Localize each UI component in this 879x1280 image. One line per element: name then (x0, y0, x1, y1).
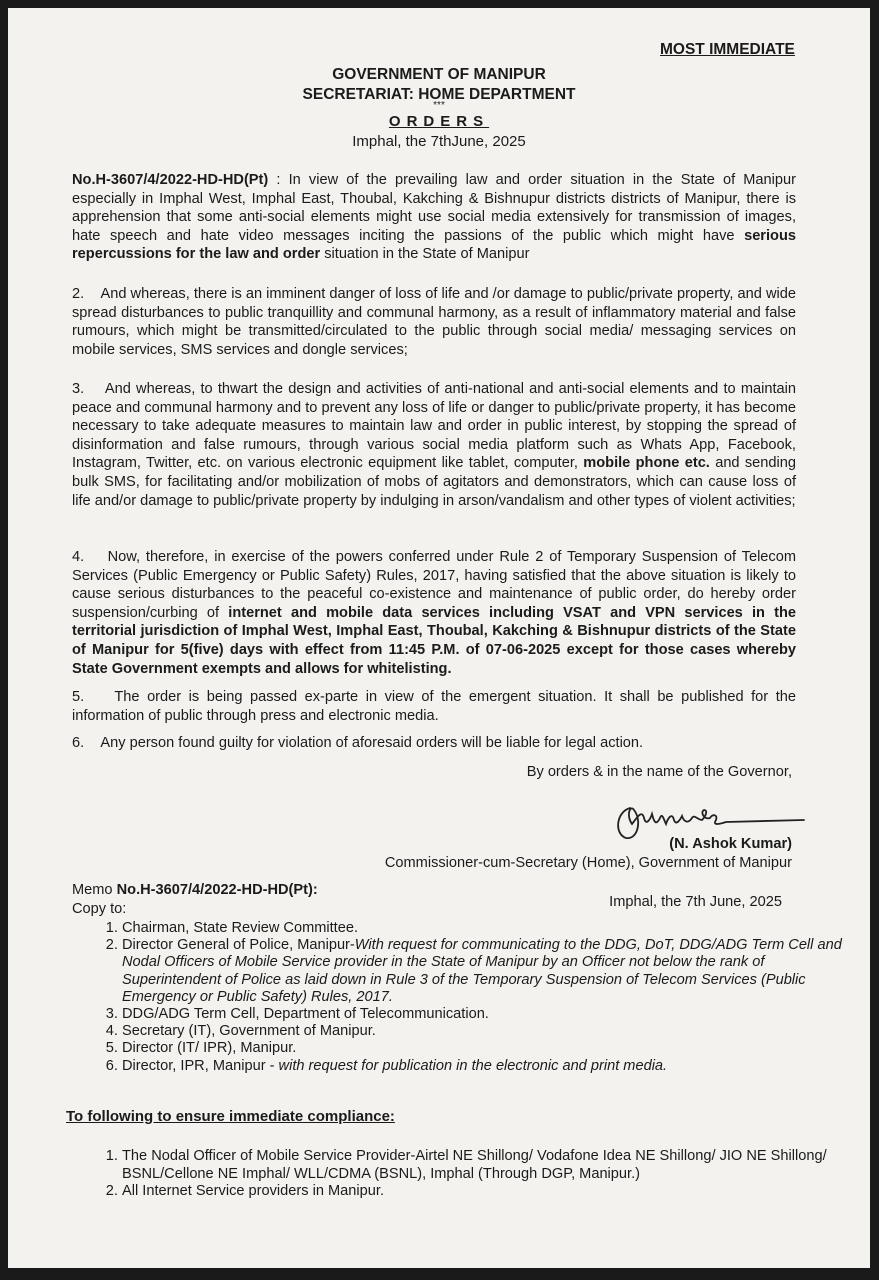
order-number: No.H-3607/4/2022-HD-HD(Pt) (72, 172, 269, 188)
paragraph-6: 6. Any person found guilty for violation of aforesaid orders will be liable for legal action. (72, 735, 644, 751)
compliance-item: 2. All Internet Service providers in Manipur. (122, 1183, 842, 1201)
by-orders-line: By orders & in the name of the Governor, (526, 764, 792, 780)
government-title: GOVERNMENT OF MANIPUR (332, 66, 546, 83)
copy-list (72, 920, 852, 1075)
copy-item: 6. Director, IPR, Manipur - with request for publication in the electronic and print media. (122, 1058, 852, 1075)
priority-label: MOST IMMEDIATE (660, 41, 795, 58)
orders-heading: ORDERS (388, 113, 490, 130)
order-document (8, 8, 870, 1268)
paragraph-3: 3. And whereas, to thwart the design and activities of anti-national and anti-social elements and to maintain peace and communal harmony and to prevent any loss of life or danger to public/private property, it has become necessary to take adequate measures to maintain law and order in public interest, by stopping the spread of disinformation and false rumours, through various social media platform such as Whats App, Facebook, Instagram, Twitter, etc. on various electronic equipment like tablet, computer, mobile phone etc. and sending bulk SMS, for facilitating and/or mobilization of mobs of agitators and demonstrators, which can cause loss of life and/or damage to public/private property by indulging in arson/vandalism and other types of violent activities; (72, 381, 796, 509)
separator-stars: *** (433, 100, 445, 111)
paragraph-1: No.H-3607/4/2022-HD-HD(Pt) : In view of the prevailing law and order situation in the State of Manipur especially in Imphal West, Imphal East, Thoubal, Kakching & Bishnupur districts districts of Manipur, there is apprehension that some anti-social elements might use social media extensively for transmission of images, hate speech and hate video messages inciting the passions of the public which might have serious repercussions for the law and order situation in the State of Manipur (72, 172, 796, 263)
compliance-item: 1. The Nodal Officer of Mobile Service Provider-Airtel NE Shillong/ Vodafone Idea NE Shillong/ JIO NE Shillong/ BSNL/Cellone NE Imphal/ WLL/CDMA (BSNL), Imphal (Through DGP, Manipur.) (122, 1148, 842, 1183)
department-title: SECRETARIAT: HOME DEPARTMENT (302, 86, 576, 103)
signatory-designation: Commissioner-cum-Secretary (Home), Government of Manipur (384, 855, 792, 871)
copy-item: 1. Chairman, State Review Committee. (122, 920, 852, 937)
copy-item: 5. Director (IT/ IPR), Manipur. (122, 1040, 852, 1057)
paragraph-2: 2. And whereas, there is an imminent danger of loss of life and /or damage to public/private property, and wide spread disturbances to public tranquillity and communal harmony, as a result of inflammatory material and false rumours, which might be transmitted/circulated to the public through social media/ messaging services on mobile services, SMS services and dongle services; (72, 286, 796, 358)
copy-item: 2. Director General of Police, Manipur-With request for communicating to the DDG, DoT, DDG/ADG Term Cell and Nodal Officers of Mobile Service provider in the State of Manipur by an Officer not below the rank of Superintendent of Police as laid down in Rule 3 of the Temporary Suspension of Telecom Services (Public Emergency or Public Safety) Rules, 2017. (122, 937, 852, 1006)
order-date: Imphal, the 7thJune, 2025 (352, 133, 526, 150)
copy-item: 4. Secretary (IT), Government of Manipur. (122, 1023, 852, 1040)
paragraph-5: 5. The order is being passed ex-parte in view of the emergent situation. It shall be published for the information of public through press and electronic media. (72, 689, 796, 724)
compliance-list (72, 1148, 842, 1201)
paragraph-4: 4. Now, therefore, in exercise of the powers conferred under Rule 2 of Temporary Suspension of Telecom Services (Public Emergency or Public Safety) Rules, 2017, having satisfied that the above situation is likely to cause serious disturbances to the peaceful co-existence and maintenance of public order, do hereby order suspension/curbing of internet and mobile data services including VSAT and VPN services in the territorial jurisdiction of Imphal West, Imphal East, Thoubal, Kakching & Bishnupur districts of the State of Manipur for 5(five) days with effect from 11:45 P.M. of 07-06-2025 except for those cases whereby State Government exempts and allows for whitelisting. (72, 549, 796, 677)
copy-item: 3. DDG/ADG Term Cell, Department of Telecommunication. (122, 1006, 852, 1023)
memo-number: Memo No.H-3607/4/2022-HD-HD(Pt): (72, 882, 318, 898)
signatory-name: (N. Ashok Kumar) (669, 836, 792, 852)
memo-date: Imphal, the 7th June, 2025 (609, 894, 782, 910)
compliance-heading: To following to ensure immediate compliance: (66, 1108, 395, 1125)
copy-to-label: Copy to: (72, 901, 127, 917)
